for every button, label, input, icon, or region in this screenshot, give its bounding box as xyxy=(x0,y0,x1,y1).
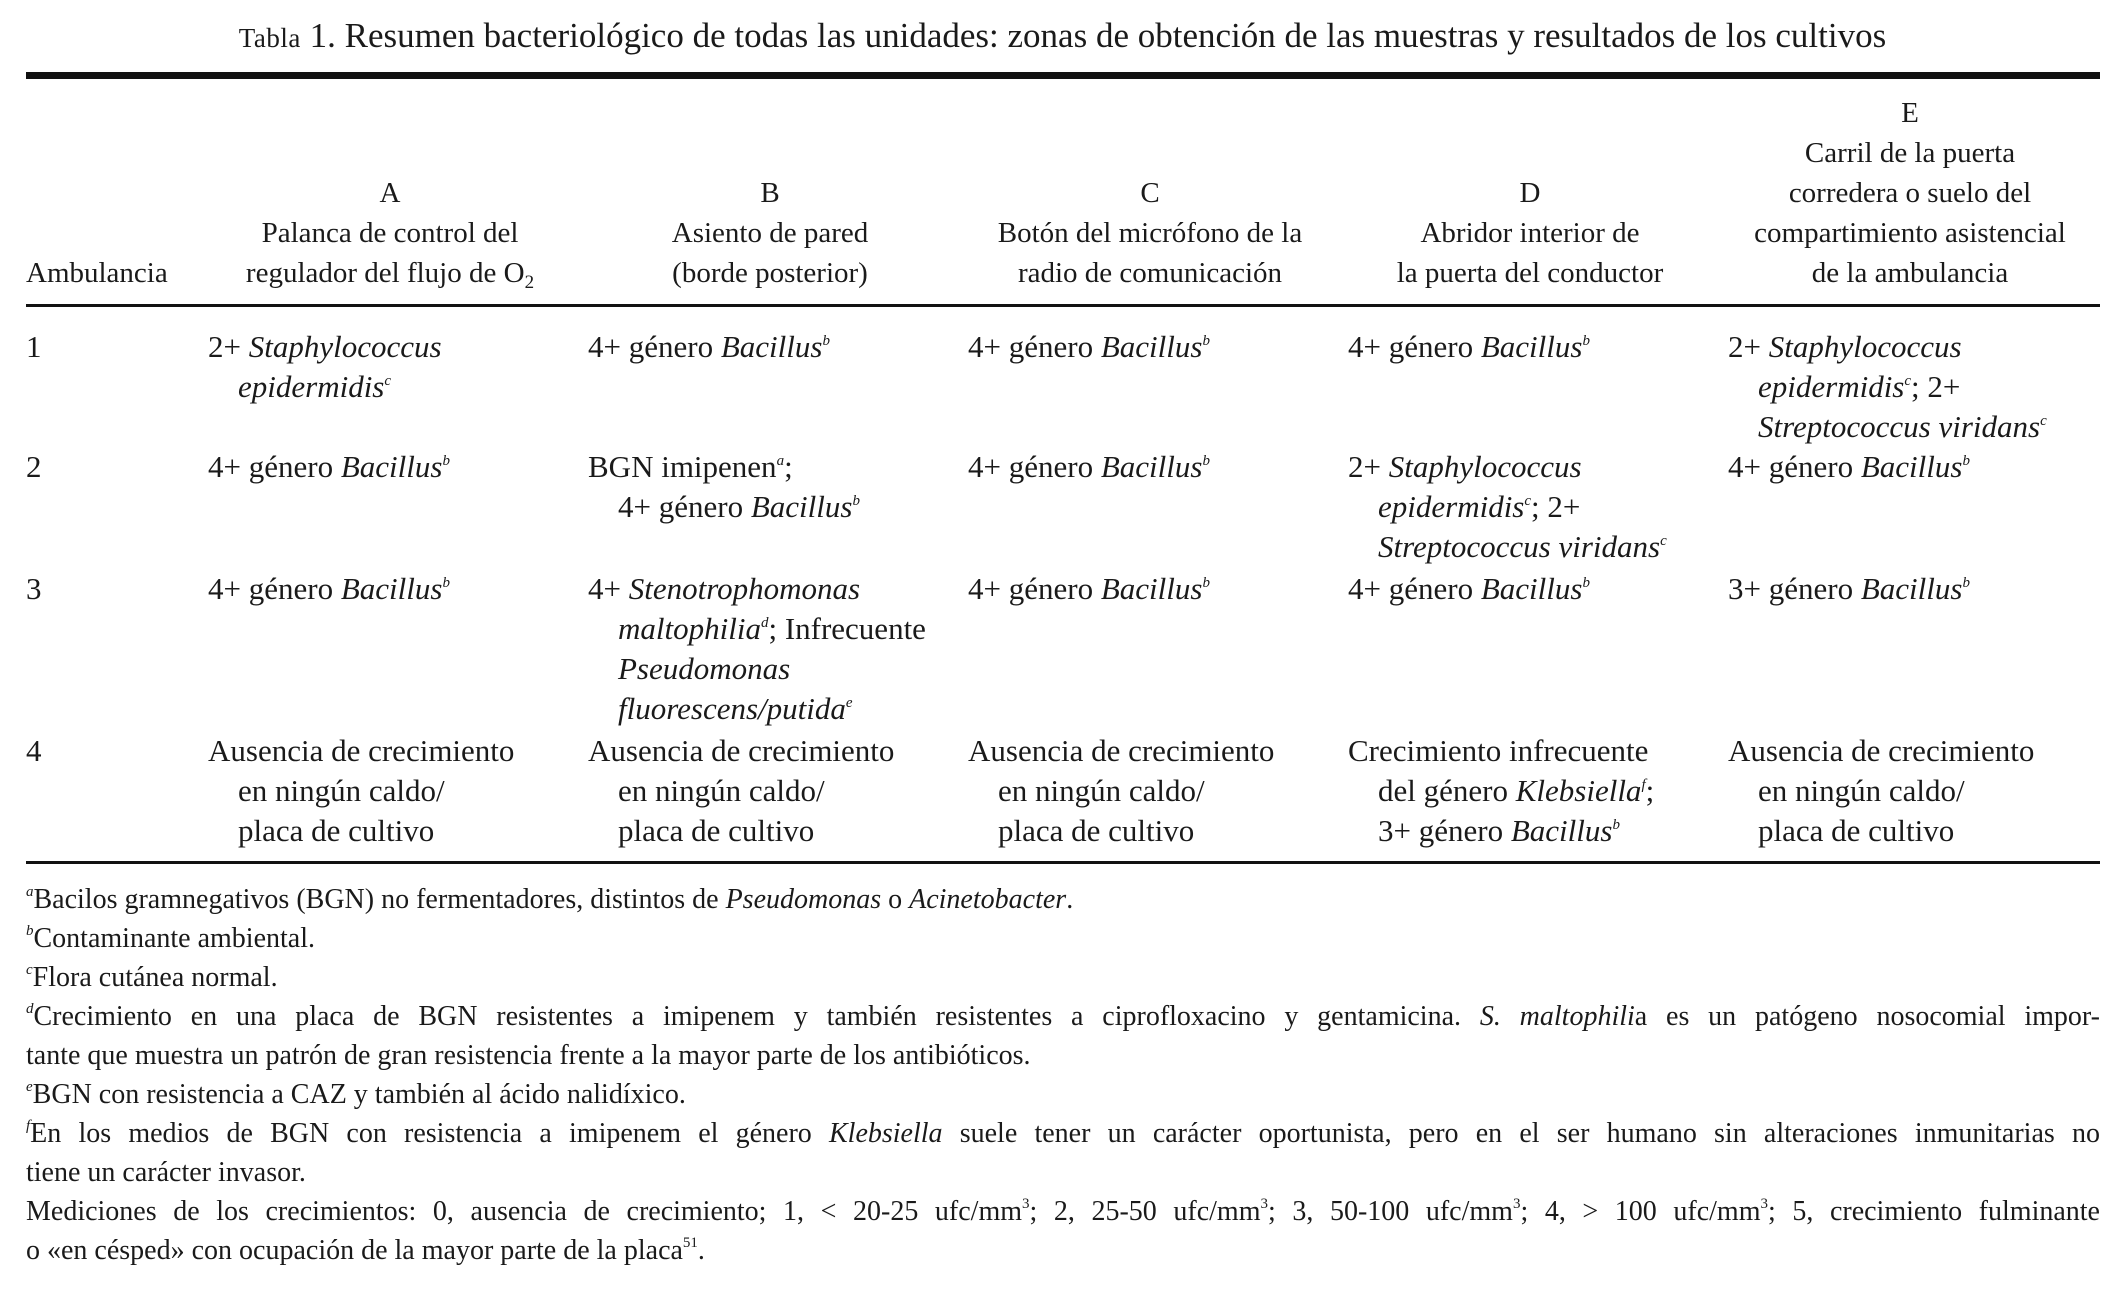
footnote-d: $^d$Crecimiento en una placa de BGN resistentes a imipenem y también resistentes a ciprofloxacino y gentamicina. S. maltophilia es un patógeno nosocomial impor- tante que muestra un patrón de gran resistencia frente a la mayor parte de los antibióticos. xyxy=(26,1001,2100,1071)
row-4-col-b: Ausencia de crecimiento en ningún caldo/ placa de cultivo xyxy=(588,733,895,848)
footnote-b: $^b$Contaminante ambiental. xyxy=(26,923,315,954)
header-b-line2: (borde posterior) xyxy=(672,257,868,289)
footnote-f: $^f$En los medios de BGN con resistencia a imipenem el género Klebsiella suele tener un carácter oportunista, pero en el ser humano sin alteraciones inmunitarias no tiene un carácter invasor. xyxy=(26,1118,2100,1188)
footnote-a: $^a$Bacilos gramnegativos (BGN) no fermentadores, distintos de Pseudomonas o Acinetobacter. xyxy=(26,884,1074,915)
row-2-number: 2 xyxy=(26,449,42,484)
row-3-col-a: 4+ género Bacillus$^b$ xyxy=(208,571,450,606)
title-text: 1. Resumen bacteriológico de todas las unidades: zonas de obtención de las muestras y resultados de los cultivos xyxy=(300,16,1887,55)
row-3-col-e: 3+ género Bacillus$^b$ xyxy=(1728,571,1970,606)
row-1-col-b: 4+ género Bacillus$^b$ xyxy=(588,329,830,364)
header-a-subscript: 2 xyxy=(524,272,535,293)
footnote-e: $^e$BGN con resistencia a CAZ y también al ácido nalidíxico. xyxy=(26,1079,686,1110)
header-d-line1: Abridor interior de xyxy=(1420,217,1640,249)
header-b-line1: Asiento de pared xyxy=(671,217,869,249)
row-2-col-c: 4+ género Bacillus$^b$ xyxy=(968,449,1210,484)
header-e-line3: compartimiento asistencial xyxy=(1754,217,2066,249)
header-ambulancia-label: Ambulancia xyxy=(26,257,168,289)
row-2-col-e: 4+ género Bacillus$^b$ xyxy=(1728,449,1970,484)
row-3-col-b: 4+ Stenotrophomonas maltophilia$^d$; Infrecuente Pseudomonas fluorescens/putida$^e$ xyxy=(588,571,926,726)
row-4-number: 4 xyxy=(26,733,42,768)
row-1-number: 1 xyxy=(26,329,42,364)
header-col-d xyxy=(1340,173,1720,293)
row-2-col-a: 4+ género Bacillus$^b$ xyxy=(208,449,450,484)
title-prefix: Tabla xyxy=(238,23,301,53)
header-d-letter: D xyxy=(1519,177,1541,209)
row-4-col-e: Ausencia de crecimiento en ningún caldo/ placa de cultivo xyxy=(1728,733,2035,848)
row-1-col-c: 4+ género Bacillus$^b$ xyxy=(968,329,1210,364)
header-col-c xyxy=(960,173,1340,293)
header-a-line2-text: regulador del flujo de O xyxy=(245,257,525,289)
row-3-number: 3 xyxy=(26,571,42,606)
header-e-line1: Carril de la puerta xyxy=(1804,137,2016,169)
row-2-col-b: BGN imipenen$^a$; 4+ género Bacillus$^b$ xyxy=(588,449,860,524)
header-c-line1: Botón del micrófono de la xyxy=(997,217,1303,249)
row-1-col-e: 2+ Staphylococcus epidermidis$^c$; 2+ Streptococcus viridans$^c$ xyxy=(1728,329,2047,444)
header-a-line2 xyxy=(200,253,580,293)
row-4-col-a: Ausencia de crecimiento en ningún caldo/ placa de cultivo xyxy=(208,733,515,848)
footer-rule xyxy=(26,861,2100,864)
row-2-col-d: 2+ Staphylococcus epidermidis$^c$; 2+ Streptococcus viridans$^c$ xyxy=(1348,449,1667,564)
header-col-b xyxy=(580,173,960,293)
header-c-line2: radio de comunicación xyxy=(1017,257,1283,289)
header-col-a xyxy=(200,173,580,293)
header-d-line2: la puerta del conductor xyxy=(1396,257,1664,289)
row-3-col-c: 4+ género Bacillus$^b$ xyxy=(968,571,1210,606)
row-1-col-d: 4+ género Bacillus$^b$ xyxy=(1348,329,1590,364)
footnotes xyxy=(26,880,2100,1270)
header-c-letter: C xyxy=(1140,177,1160,209)
header-ambulancia xyxy=(26,253,196,293)
row-1-col-a: 2+ Staphylococcus epidermidis$^c$ xyxy=(208,329,442,404)
header-e-letter: E xyxy=(1901,97,1919,129)
table-title xyxy=(26,14,2099,60)
footnote-mediciones: Mediciones de los crecimientos: 0, ausencia de crecimiento; 1, < 20-25 ufc/$mm^3$; 2, 25-50 ufc/$mm^3$; 3, 50-100 ufc/$mm^3$; 4, > 100 ufc/$mm^3$; 5, crecimiento fulminante o «en césped» con ocupación de la mayor parte de la placa$^{51}$. xyxy=(26,1196,2100,1266)
header-e-line2: corredera o suelo del xyxy=(1788,177,2032,209)
row-3-col-d: 4+ género Bacillus$^b$ xyxy=(1348,571,1590,606)
header-rule xyxy=(26,304,2100,307)
header-a-line1: Palanca de control del xyxy=(261,217,519,249)
header-e-line4: de la ambulancia xyxy=(1811,257,2009,289)
top-rule xyxy=(26,72,2100,79)
header-col-e xyxy=(1720,93,2100,293)
header-a-letter: A xyxy=(379,177,401,209)
row-4-col-c: Ausencia de crecimiento en ningún caldo/ placa de cultivo xyxy=(968,733,1275,848)
footnote-c: $^c$Flora cutánea normal. xyxy=(26,962,278,993)
header-b-letter: B xyxy=(760,177,780,209)
row-4-col-d: Crecimiento infrecuente del género Klebsiella$^f$; 3+ género Bacillus$^b$ xyxy=(1348,733,1655,848)
